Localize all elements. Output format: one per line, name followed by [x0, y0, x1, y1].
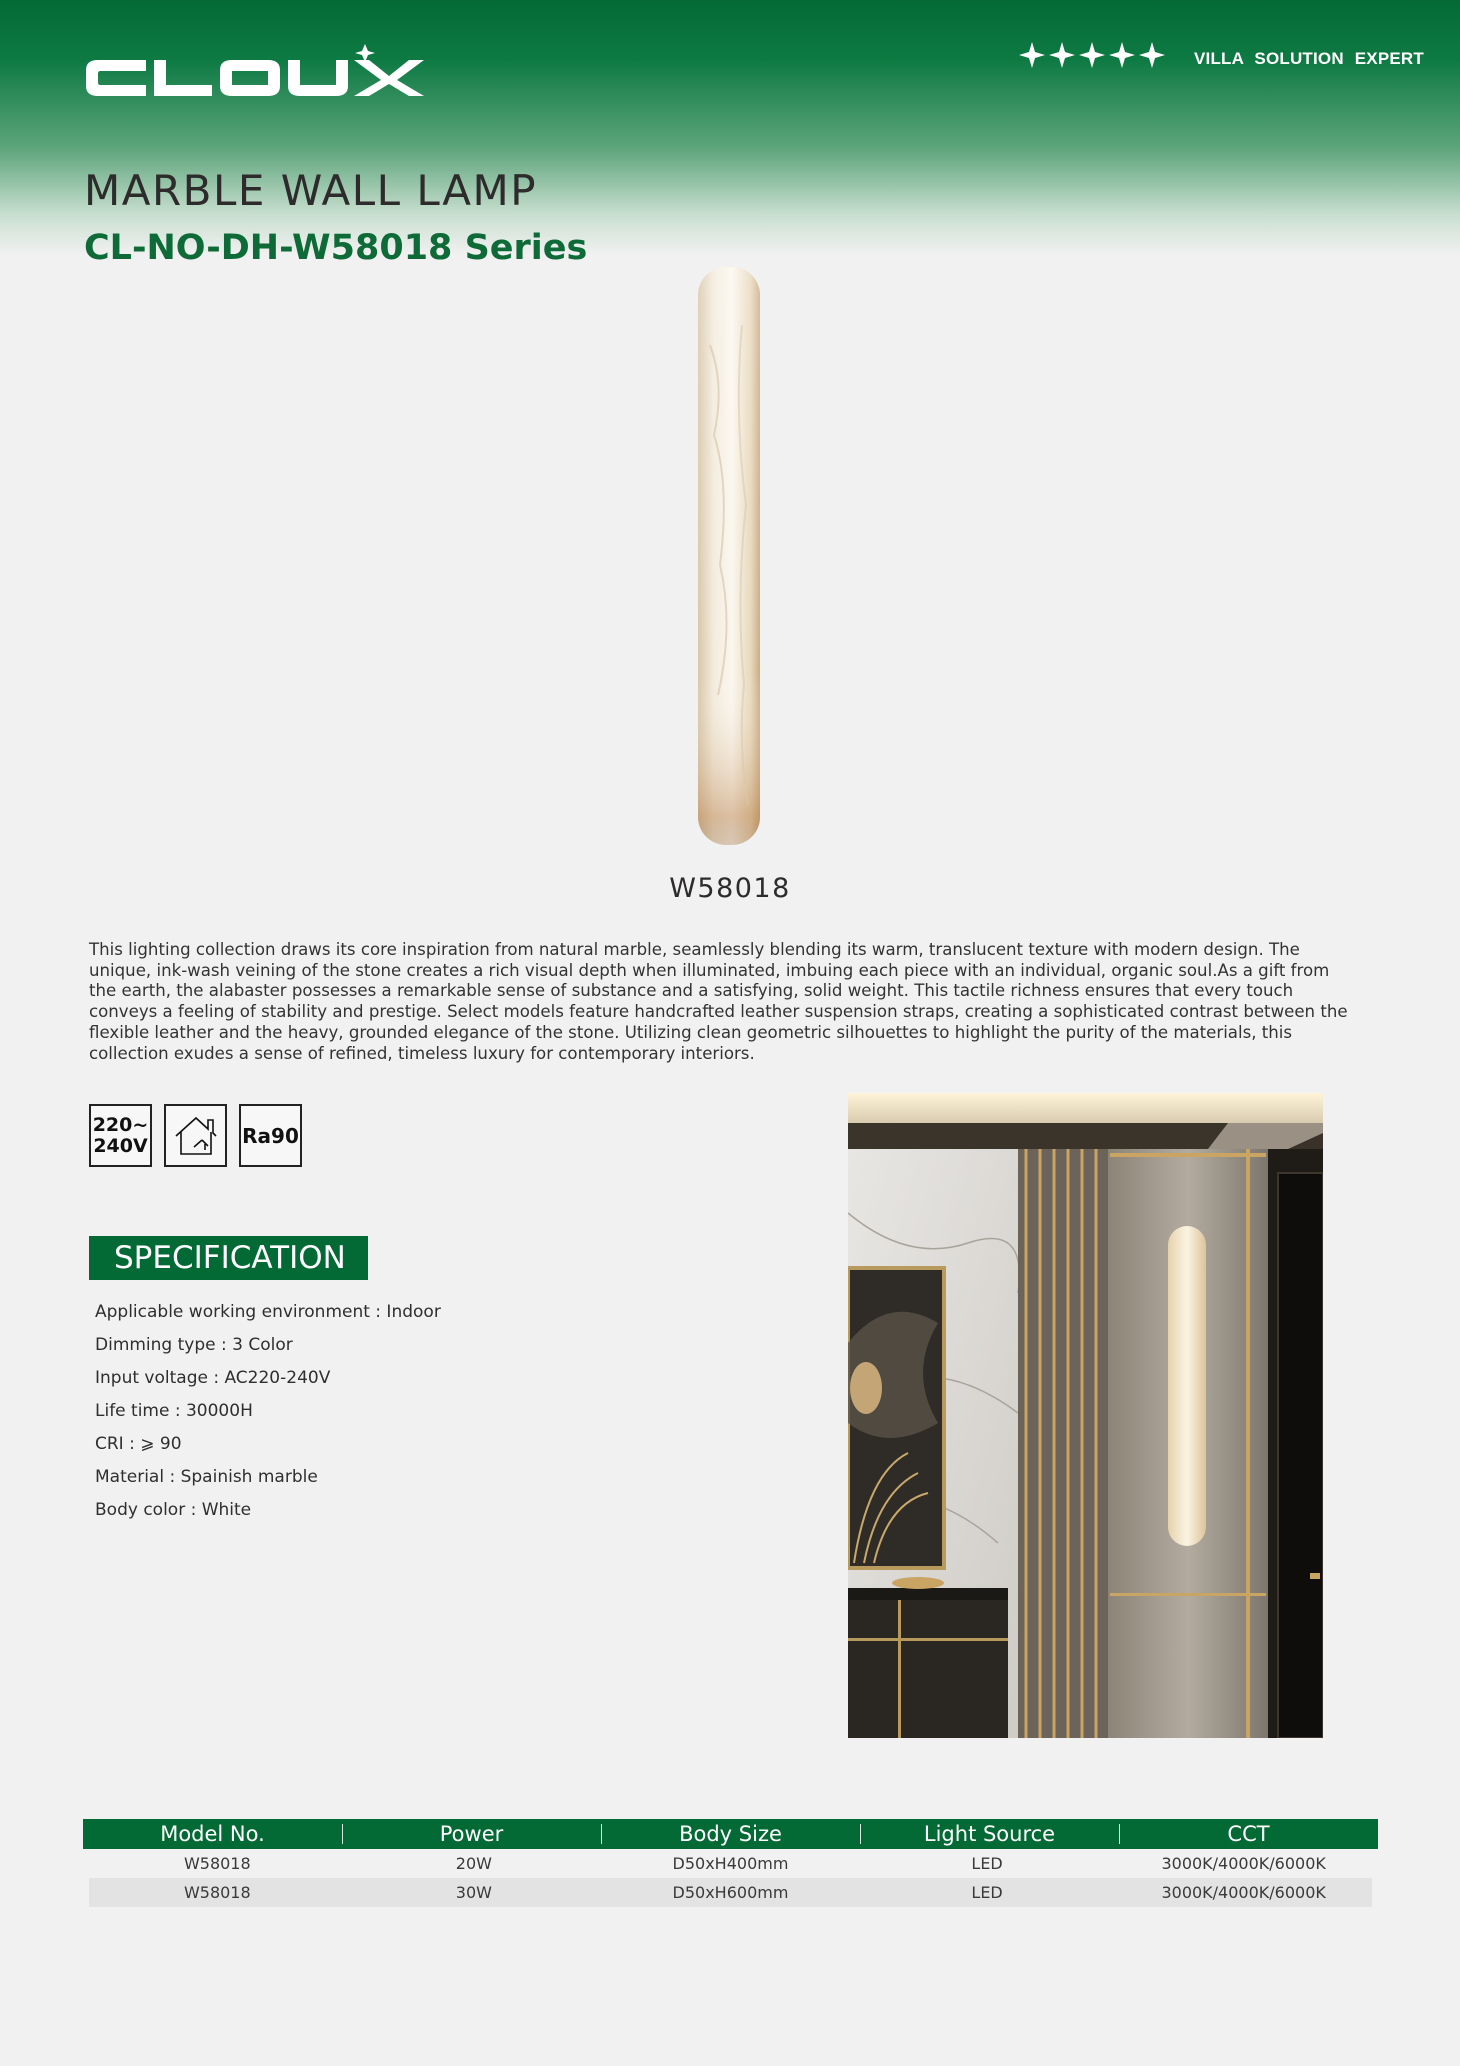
star-icon	[1078, 40, 1106, 70]
cri-badge: Ra90	[239, 1104, 302, 1167]
column-header: Light Source	[860, 1819, 1119, 1849]
header-gradient	[0, 0, 1460, 260]
spec-item: CRI : ⩾ 90	[95, 1434, 182, 1454]
table-cell: 30W	[455, 1883, 492, 1902]
specification-list	[95, 1302, 441, 1533]
star-icon	[1108, 40, 1136, 70]
model-table	[83, 1819, 1378, 1907]
table-cell: W58018	[183, 1883, 251, 1902]
table-cell: D50xH400mm	[672, 1854, 789, 1873]
interior-scene-image	[848, 1093, 1323, 1738]
star-icon	[1048, 40, 1076, 70]
product-description: This lighting collection draws its core inspiration from natural marble, seamlessly blending its warm, translucent texture with modern design. The unique, ink-wash veining of the stone creates a rich visual depth when illuminated, imbuing each piece with an individual, organic soul.As a gift from the earth, the alabaster possesses a remarkable sense of substance and a satisfying, solid weight. This tactile richness ensures that every touch conveys a feeling of stability and prestige. Select models feature handcrafted leather suspension straps, creating a sophisticated contrast between the flexible leather and the heavy, grounded elegance of the stone. Utilizing clean geometric silhouettes to highlight the purity of the materials, this collection exudes a sense of refined, timeless luxury for contemporary interiors.	[89, 940, 1348, 1063]
spec-item: Life time : 30000H	[95, 1401, 253, 1421]
specification-heading: SPECIFICATION	[89, 1236, 368, 1280]
spec-item: Body color : White	[95, 1500, 252, 1520]
series-subtitle: CL-NO-DH-W58018 Series	[84, 228, 588, 268]
table-cell: 3000K/4000K/6000K	[1161, 1883, 1326, 1902]
table-cell: LED	[971, 1883, 1003, 1902]
column-header: Body Size	[601, 1819, 860, 1849]
star-icon	[1018, 40, 1046, 70]
voltage-badge	[89, 1104, 152, 1167]
column-header: CCT	[1119, 1819, 1378, 1849]
model-caption: W58018	[669, 873, 791, 904]
table-cell: D50xH600mm	[672, 1883, 789, 1902]
spec-item: Input voltage : AC220-240V	[95, 1368, 331, 1388]
spec-item: Material : Spainish marble	[95, 1467, 318, 1487]
rating-stars	[1018, 40, 1166, 70]
table-cell: LED	[971, 1854, 1003, 1873]
table-row	[89, 1878, 1372, 1907]
spec-item: Dimming type : 3 Color	[95, 1335, 293, 1355]
column-header: Power	[342, 1819, 601, 1849]
page-title: MARBLE WALL LAMP	[84, 166, 538, 215]
marble-lamp-image	[690, 265, 768, 847]
cloux-logo	[82, 40, 442, 110]
feature-badges	[89, 1104, 302, 1167]
house-indoor-icon	[172, 1114, 220, 1158]
voltage-line2: 240V	[93, 1134, 148, 1157]
column-header: Model No.	[160, 1822, 265, 1846]
spec-item: Applicable working environment : Indoor	[95, 1302, 441, 1322]
tagline: VILLA SOLUTION EXPERT	[1194, 49, 1424, 68]
table-cell: W58018	[183, 1854, 251, 1873]
table-row	[89, 1849, 1372, 1878]
table-header	[83, 1819, 1378, 1849]
voltage-line1: 220~	[92, 1113, 149, 1136]
indoor-badge	[164, 1104, 227, 1167]
table-cell: 20W	[455, 1854, 492, 1873]
star-icon	[1138, 40, 1166, 70]
table-cell: 3000K/4000K/6000K	[1161, 1854, 1326, 1873]
